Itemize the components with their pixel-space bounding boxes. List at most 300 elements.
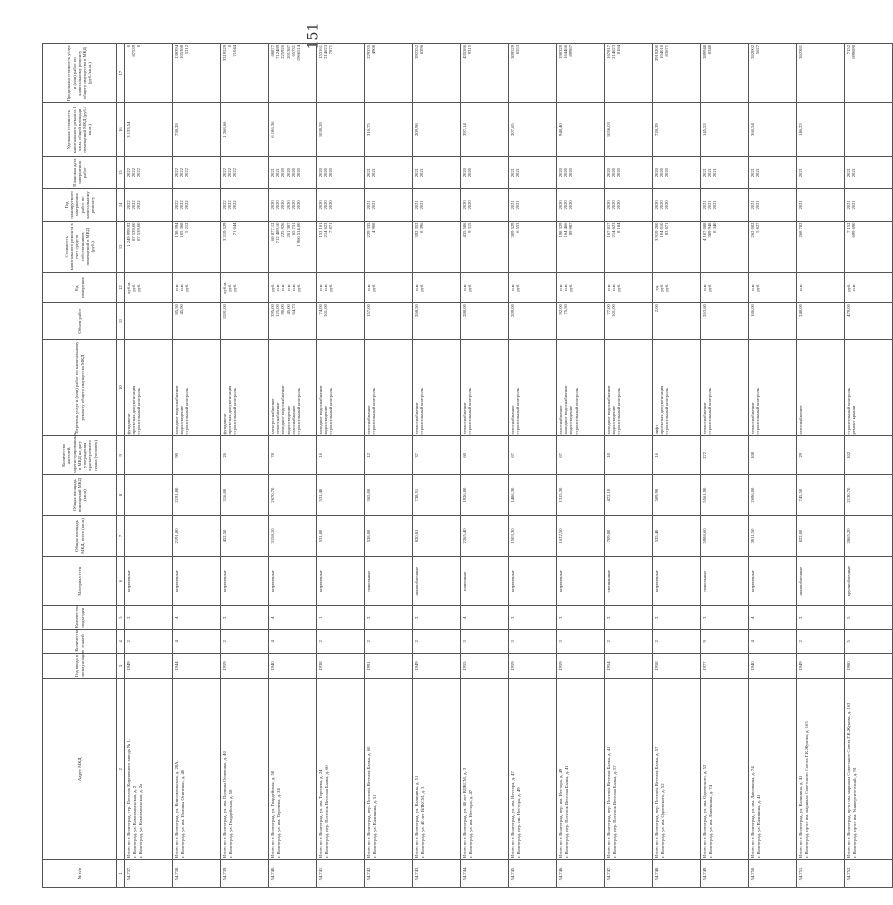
plan-date-cell [125, 157, 173, 189]
plan-date-cell-line: 2022 [126, 168, 131, 178]
year-cell: 1940 [749, 653, 797, 679]
row-number: 54.739. [221, 860, 269, 888]
entrances-cell: 1 [317, 606, 365, 630]
limit-cost-cell [221, 44, 269, 103]
plan-date-cell-line: 2020 [659, 168, 665, 178]
plan-date-cell-line: 2020 [462, 168, 467, 178]
works-cell-line: газоснабжение [798, 405, 803, 435]
row-number: 54.751. [797, 860, 845, 888]
year-cell: 1977 [701, 653, 749, 679]
entrances-cell: 4 [269, 606, 317, 630]
table-row [653, 44, 701, 888]
plan-year-cell-line: 2020 [280, 200, 286, 210]
plan-date-cell-line: 2020 [568, 168, 574, 178]
plan-date-cell-line: 2021 [275, 168, 281, 178]
entrances-cell: 3 [509, 606, 557, 630]
plan-year-cell-line: 2020 [285, 200, 291, 210]
plan-year-cell-line: 2022 [126, 200, 131, 210]
plan-date-cell-line: 2021 [510, 168, 515, 178]
plan-date-cell-line: 2020 [285, 168, 291, 178]
table-row [845, 44, 893, 888]
address-line: Итого по г. Волгоград, ул. им. Торочева, д. 24 [318, 769, 323, 859]
limit-cost-cell-line: 0 [136, 45, 142, 48]
residents-cell: 78 [269, 436, 317, 475]
header-cell: Предельная стоимость услуг и (или) работ по капитальному ремонту общего имущества в МКД (руб./кв.м.) [43, 44, 117, 103]
plan-date-cell [413, 157, 461, 189]
premises-area-cell: 2130,70 [845, 475, 893, 516]
unit-cell-line: руб. [136, 283, 142, 292]
floors-cell: 2 [413, 629, 461, 653]
table-body [125, 44, 893, 888]
plan-year-cell-line: 2021 [755, 200, 761, 210]
unit-cell-line: п.м [606, 284, 611, 291]
plan-date-cell [605, 157, 653, 189]
specific-cost-cell-line: 360,54 [750, 123, 755, 136]
table-row [413, 44, 461, 888]
works-cell-line: лифт [654, 424, 659, 435]
limit-cost-cell-line: 87539 [131, 45, 137, 57]
cost-cell-line: 8 340 [712, 222, 718, 233]
address-cell [461, 679, 509, 860]
works-cell-line: холодное водоснабжение [606, 385, 611, 435]
volume-cell [269, 303, 317, 340]
limit-cost-cell-line: 65731 [290, 45, 296, 57]
plan-date-cell-line: 2021 [366, 168, 371, 178]
unit-cell-line: руб. [232, 283, 238, 292]
plan-year-cell-line: 2020 [558, 200, 563, 210]
page-number: 151 [305, 22, 322, 50]
volume-cell-line: 45,90 [179, 304, 185, 315]
wall-material-cell: панельные [701, 556, 749, 605]
entrances-cell: 2 [797, 606, 845, 630]
volume-cell-line: 90,00 [280, 304, 286, 315]
unit-cell-line: п.м [462, 284, 467, 291]
plan-date-cell-line: 2022 [136, 168, 142, 178]
works-cell [605, 339, 653, 436]
header-cell: Ед. измерения [43, 273, 117, 303]
header-cell: Количество этажей [43, 629, 117, 653]
address-line: г. Волгоград, ул. им. Полины Осипенко, д. 40 [180, 769, 186, 859]
entrances-cell: 2 [653, 606, 701, 630]
works-cell-line: строительный контроль [664, 388, 670, 435]
plan-year-cell-line: 2022 [232, 200, 238, 210]
unit-cell [845, 273, 893, 303]
table-row [605, 44, 653, 888]
total-area-cell: 531,80 [317, 516, 365, 557]
unit-cell-line: п.м [280, 284, 286, 291]
specific-cost-cell-line: 3 133,54 [126, 121, 131, 138]
plan-date-cell-line: 2020 [280, 168, 286, 178]
cost-cell-line: 83 671 [664, 222, 670, 236]
row-number: 54.748. [653, 860, 701, 888]
plan-year-cell-line: 2020 [462, 200, 467, 210]
unit-cell [365, 273, 413, 303]
unit-cell-line: руб. [846, 283, 851, 292]
year-cell: 1959 [557, 653, 605, 679]
residents-cell: 67 [557, 436, 605, 475]
specific-cost-cell-line: 207,65 [510, 123, 515, 136]
works-cell [413, 339, 461, 436]
address-cell [509, 679, 557, 860]
floors-cell: 3 [461, 629, 509, 653]
plan-year-cell-line: 2021 [707, 200, 713, 210]
works-cell-line: строительный контроль [371, 388, 377, 435]
cost-cell-line: 198 329 [558, 222, 563, 238]
cost-cell [557, 221, 605, 273]
cost-cell-line: 5 212 [184, 222, 190, 233]
entrances-cell: 4 [749, 606, 797, 630]
specific-cost-cell [221, 103, 269, 157]
plan-year-cell [653, 189, 701, 221]
specific-cost-cell-line: 397,14 [462, 123, 467, 136]
works-cell-line: строительный контроль [136, 388, 142, 435]
plan-year-cell-line: 2021 [750, 200, 755, 210]
limit-cost-cell-line: 9315 [467, 45, 473, 55]
unit-cell-line: п.м [611, 284, 617, 291]
residents-cell: 26 [221, 436, 269, 475]
plan-year-cell-line: 2022 [222, 200, 227, 210]
works-cell [221, 339, 269, 436]
cost-cell-line: 389 948 [707, 222, 713, 238]
plan-date-cell-line: 2020 [616, 168, 622, 178]
row-number: 54.747. [605, 860, 653, 888]
works-cell-line: строительный контроль [755, 388, 761, 435]
plan-year-cell-line: 2021 [851, 200, 857, 210]
volume-cell [557, 303, 605, 340]
unit-cell-line: руб. [568, 283, 574, 292]
floors-cell: 4 [269, 629, 317, 653]
column-number: 5 [117, 606, 125, 630]
year-cell: 1991 [365, 653, 413, 679]
plan-date-cell-line: 2020 [563, 168, 569, 178]
total-area-cell: 2265,40 [461, 516, 509, 557]
address-line: Итого по г. Волгоград, ул. им. Полины Осипенко, д. 40 [222, 751, 227, 859]
wall-material-cell: шлакоблочные [413, 556, 461, 605]
specific-cost-cell-line: 316,75 [366, 123, 371, 136]
address-line: Итого по г. Волгоград, ул. Гвардейская, д. 58 [270, 770, 275, 859]
cost-cell [269, 221, 317, 273]
total-area-cell: 3011,50 [749, 516, 797, 557]
floors-cell: 2 [797, 629, 845, 653]
address-line: г. Волгоград, пер. им. Нестора, д. 49 [516, 787, 522, 859]
plan-year-cell-line: 2021 [510, 200, 515, 210]
cost-cell-line: 712 489,10 [275, 222, 281, 244]
column-number: 10 [117, 339, 125, 436]
volume-cell-line: 2,00 [654, 304, 659, 313]
volume-cell-line: 1591,00 [222, 304, 227, 320]
plan-year-cell-line: 2021 [712, 200, 718, 210]
works-cell [461, 339, 509, 436]
floors-cell: 2 [125, 629, 173, 653]
residents-cell: 16 [317, 436, 365, 475]
table-row [269, 44, 317, 888]
volume-cell-line: 77,00 [606, 304, 611, 315]
works-cell-line: строительный контроль [184, 388, 190, 435]
limit-cost-cell-line: 1966514 [295, 45, 301, 62]
floors-cell: 2 [653, 629, 701, 653]
volume-cell-line: 186,00 [750, 304, 755, 317]
table-row [221, 44, 269, 888]
year-cell: 1959 [221, 653, 269, 679]
cost-cell [749, 221, 797, 273]
premises-area-cell: 509,90 [653, 475, 701, 516]
address-line: г. Волгоград, ул. Комсомольская, д. 2 [132, 785, 138, 859]
header-cell: Материал стен [43, 556, 117, 605]
unit-cell-line: руб. [707, 283, 713, 292]
unit-cell-line: п.м [702, 284, 707, 291]
volume-cell [413, 303, 461, 340]
unit-cell [413, 273, 461, 303]
plan-date-cell-line: 2020 [611, 168, 617, 178]
limit-cost-cell [317, 44, 365, 103]
works-cell-line: строительный контроль [232, 388, 238, 435]
column-number: 2 [117, 679, 125, 860]
plan-year-cell-line: 2020 [611, 200, 617, 210]
address-cell [269, 679, 317, 860]
address-line: г. Волгоград, ул. им. Одоевского, д. 52 [660, 783, 666, 859]
address-line: г. Волгоград, ул. Гвардейская, д. 58 [228, 789, 234, 859]
volume-cell-line: 268,50 [414, 304, 419, 317]
plan-date-cell-line: 2022 [222, 168, 227, 178]
cost-cell [173, 221, 221, 273]
table-row [797, 44, 845, 888]
unit-cell [701, 273, 749, 303]
unit-cell-line: п.м [318, 284, 323, 291]
total-area-cell: 2191,80 [173, 516, 221, 557]
works-cell [365, 339, 413, 436]
entrances-cell: 3 [701, 606, 749, 630]
cost-cell [461, 221, 509, 273]
works-cell-line: строительный контроль [846, 388, 851, 435]
cost-cell-line: 153 161 [318, 222, 323, 238]
address-cell [653, 679, 701, 860]
total-area-cell: 1622,50 [557, 516, 605, 557]
column-number: 13 [117, 221, 125, 273]
unit-cell-line: руб. [131, 283, 137, 292]
plan-date-cell-line: 2022 [232, 168, 238, 178]
column-number: 7 [117, 516, 125, 557]
year-cell: 1938 [317, 653, 365, 679]
plan-date-cell-line: 2022 [184, 168, 190, 178]
plan-year-cell [173, 189, 221, 221]
row-number: 54.745. [509, 860, 557, 888]
volume-cell-line: 248,00 [798, 304, 803, 317]
wall-material-cell: кирпичные [557, 556, 605, 605]
total-area-cell [125, 516, 173, 557]
plan-date-cell [221, 157, 269, 189]
cost-cell [221, 221, 269, 273]
plan-year-cell-line: 2022 [136, 200, 142, 210]
table-row [461, 44, 509, 888]
table-row [557, 44, 605, 888]
header-cell: Объем работ [43, 303, 117, 340]
works-cell-line: фундамент [222, 413, 227, 435]
works-cell-line: водоотведение [568, 405, 574, 435]
residents-cell: 12 [365, 436, 413, 475]
limit-cost-cell-line: 3919200 [654, 45, 659, 62]
plan-year-cell [845, 189, 893, 221]
address-line: Итого по г. Волгоград, пер. Поселок Веселая Балка, д. 60 [366, 746, 371, 859]
unit-cell [557, 273, 605, 303]
row-number: 54.742. [365, 860, 413, 888]
cost-cell-line: 105 368 [179, 222, 185, 238]
address-line: г. Волгоград, ул. Калинина, д. 41 [756, 794, 762, 859]
address-cell [221, 679, 269, 860]
wall-material-cell: смешанные [605, 556, 653, 605]
wall-material-cell: кирпичные [173, 556, 221, 605]
capital-repair-table [42, 43, 893, 888]
volume-cell-line: 125,00 [275, 304, 281, 317]
works-cell [653, 339, 701, 436]
plan-date-cell [509, 157, 557, 189]
plan-date-cell-line: 2020 [664, 168, 670, 178]
limit-cost-cell-line: 435586 [462, 45, 467, 59]
limit-cost-cell-line: 0 [227, 45, 233, 48]
wall-material-cell: панельные [365, 556, 413, 605]
unit-cell-line: куб.м. [222, 281, 227, 294]
specific-cost-cell-line: 6 186,36 [270, 121, 275, 138]
plan-date-cell [749, 157, 797, 189]
unit-cell [653, 273, 701, 303]
cost-cell [317, 221, 365, 273]
specific-cost-cell-line: 145,53 [702, 123, 707, 136]
address-line: Итого по г. Волгоград, тер. Поселок Кирпичного завода № 1, [126, 739, 131, 859]
premises-area-cell: 2696,00 [749, 475, 797, 516]
row-number: 54.744. [461, 860, 509, 888]
plan-year-cell-line: 2020 [270, 200, 275, 210]
unit-cell-line: руб. [328, 283, 334, 292]
works-cell-line: газоснабжение [558, 405, 563, 435]
row-number: 54.750. [749, 860, 797, 888]
total-area-cell: 709,80 [605, 516, 653, 557]
unit-cell-line: п.м [174, 284, 179, 291]
cost-cell-line: 89 987 [568, 222, 574, 236]
plan-date-cell-line: 2020 [558, 168, 563, 178]
specific-cost-cell-line: 738,28 [174, 123, 179, 136]
limit-cost-cell [173, 44, 221, 103]
column-number: 1 [117, 860, 125, 888]
volume-cell-line: 92,00 [558, 304, 563, 315]
cost-cell-line: 87 539,00 [136, 222, 142, 241]
premises-area-cell: 1315,30 [557, 475, 605, 516]
plan-year-cell-line: 2020 [606, 200, 611, 210]
floors-cell: 4 [749, 629, 797, 653]
plan-year-cell [125, 189, 173, 221]
entrances-cell: 2 [413, 606, 461, 630]
works-cell-line: строительный контроль [328, 388, 334, 435]
header-row [43, 44, 117, 888]
volume-cell-line: 288,00 [462, 304, 467, 317]
limit-cost-cell-line: 167817 [606, 45, 611, 59]
table-row [509, 44, 557, 888]
specific-cost-cell [317, 103, 365, 157]
volume-cell [845, 303, 893, 340]
cost-cell-line: 699 690 [851, 222, 857, 238]
works-cell-line: газоснабжение [510, 405, 515, 435]
address-line: Итого по г. Волгоград, ул. Калинина, д. 41 [798, 775, 803, 859]
address-cell [797, 679, 845, 860]
table-row [173, 44, 221, 888]
plan-year-cell-line: 2020 [290, 200, 296, 210]
total-area-cell: 538,00 [365, 516, 413, 557]
limit-cost-cell [749, 44, 797, 103]
unit-cell-line: п.м [290, 284, 296, 291]
limit-cost-cell-line: 198329 [558, 45, 563, 59]
cost-cell-line: 3 919 200 [654, 222, 659, 241]
limit-cost-cell-line: 392352 [414, 45, 419, 59]
volume-cell [461, 303, 509, 340]
plan-date-cell [317, 157, 365, 189]
plan-date-cell [845, 157, 893, 189]
unit-cell-line: п.м [366, 284, 371, 291]
cost-cell-line: 167 817 [606, 222, 611, 238]
works-cell-line: проектная документация [131, 385, 137, 435]
works-cell-line: теплоснабжение [275, 402, 281, 435]
works-cell-line: холодное водоснабжение [563, 385, 569, 435]
unit-cell [269, 273, 317, 303]
plan-date-cell-line: 2021 [702, 168, 707, 178]
address-line: г. Волгоград, пер. Поселок Веселая Балка, д. 41 [564, 765, 570, 859]
unit-cell-line: руб. [755, 283, 761, 292]
unit-cell-line: руб. [616, 283, 622, 292]
limit-cost-cell-line: 104010 [659, 45, 665, 59]
cost-cell [125, 221, 173, 273]
row-number: 54.746. [557, 860, 605, 888]
unit-cell-line: п.м [558, 284, 563, 291]
limit-cost-cell-line: 8340 [707, 45, 713, 55]
address-cell [749, 679, 797, 860]
works-cell-line: строительный контроль [573, 388, 579, 435]
floors-cell: 3 [509, 629, 557, 653]
plan-date-cell-line: 2020 [328, 168, 334, 178]
volume-cell-line: 101,00 [611, 304, 617, 317]
wall-material-cell: кирпичные [269, 556, 317, 605]
plan-year-cell [317, 189, 365, 221]
total-area-cell: 3158,10 [269, 516, 317, 557]
address-cell [557, 679, 605, 860]
plan-year-cell-line: 2021 [846, 200, 851, 210]
specific-cost-cell [173, 103, 221, 157]
limit-cost-cell-line: 362381 [798, 45, 803, 59]
works-cell-line: водоотведение [611, 405, 617, 435]
cost-cell-line: 4 908 [371, 222, 377, 233]
limit-cost-cell-line: 309529 [510, 45, 515, 59]
works-cell-line: строительный контроль [295, 388, 301, 435]
plan-year-cell-line: 2021 [798, 200, 803, 210]
unit-cell-line: ед. [654, 284, 659, 291]
cost-cell-line: 229 335 [366, 222, 371, 238]
plan-year-cell-line: 2020 [563, 200, 569, 210]
premises-area-cell [125, 475, 173, 516]
entrances-cell: 4 [461, 606, 509, 630]
plan-date-cell-line: 2021 [414, 168, 419, 178]
works-cell [125, 339, 173, 436]
total-area-cell: 535,40 [653, 516, 701, 557]
cost-cell-line: 71 044 [232, 222, 238, 236]
specific-cost-cell [701, 103, 749, 157]
unit-cell [797, 273, 845, 303]
plan-date-cell [461, 157, 509, 189]
floors-cell: 2 [221, 629, 269, 653]
plan-date-cell-line: 2020 [654, 168, 659, 178]
plan-date-cell-line: 2021 [712, 168, 718, 178]
row-number: 54.737. [125, 860, 173, 888]
works-cell [749, 339, 797, 436]
residents-cell: 37 [413, 436, 461, 475]
unit-cell-line: руб. [184, 283, 190, 292]
works-cell [797, 339, 845, 436]
wall-material-cell: кирпичные [509, 556, 557, 605]
